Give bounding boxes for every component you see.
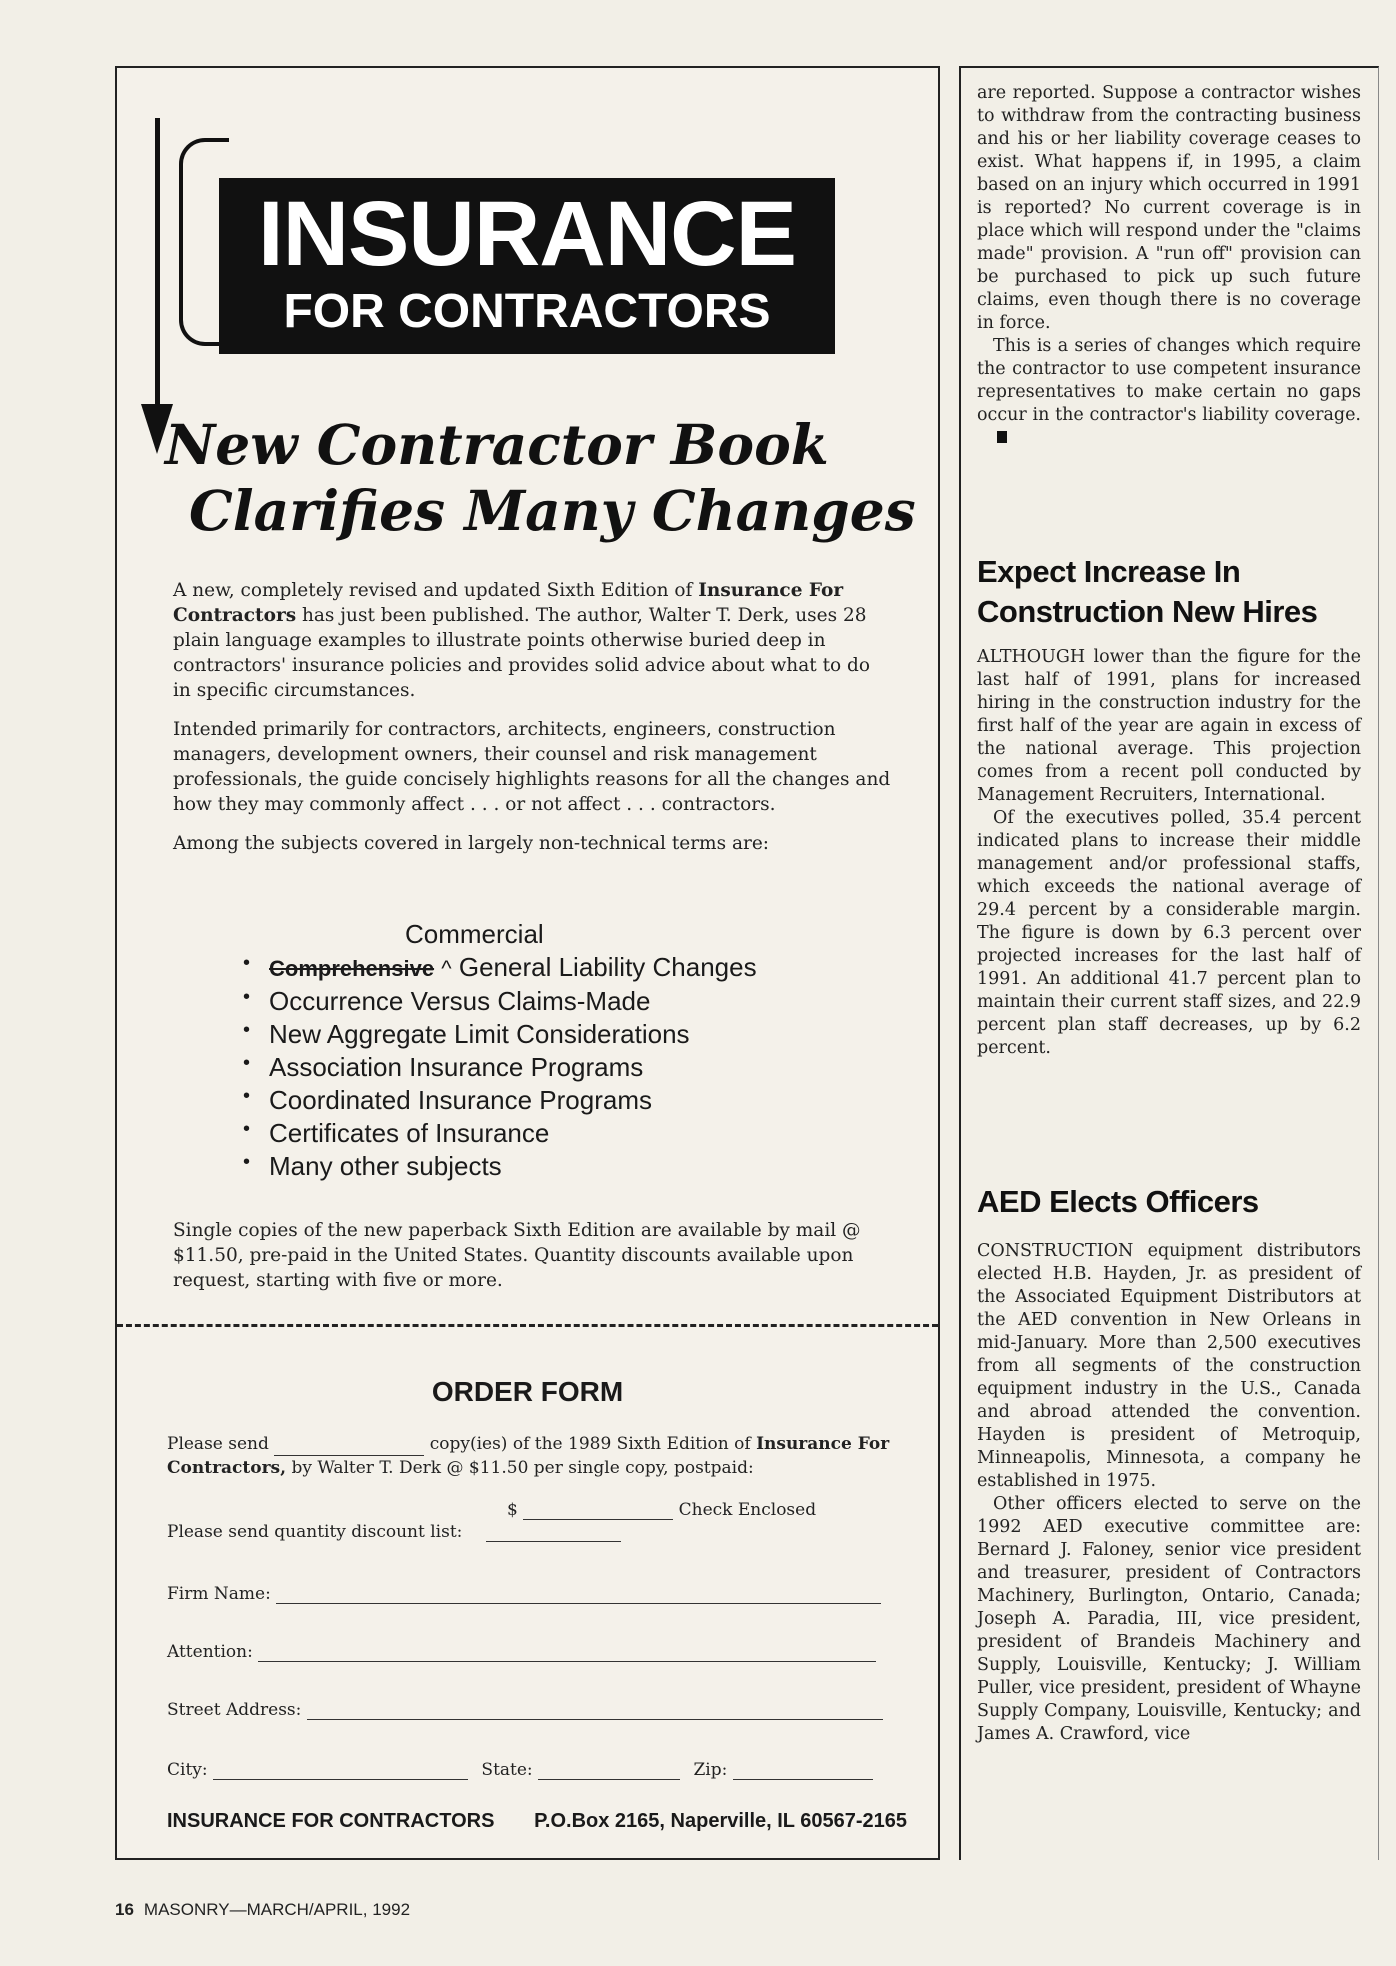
page-number: 16 [115, 1900, 134, 1919]
bullet-icon: • [243, 1151, 251, 1173]
publication-line: MASONRY—MARCH/APRIL, 1992 [143, 1900, 411, 1919]
publisher-address: P.O.Box 2165, Naperville, IL 60567-2165 [534, 1810, 907, 1832]
insurance-ad [115, 66, 940, 1860]
copies-field[interactable] [274, 1455, 424, 1456]
ad-paragraph-1: A new, completely revised and updated Sixth Edition of Insurance For Contractors has just been published. The author, Walter T. Derk, uses 28 plain language examples to illustrate points otherwise buried deep in contractors' insurance policies and provides solid advice about what to do in specific circumstances. [173, 580, 871, 701]
hires-paragraph-1: ALTHOUGH lower than the figure for the last half of 1991, plans for increased hiring in the construction industry for the first half of the year are again in excess of the national average. This projection comes from a recent poll conducted by Management Recruiters, International. [977, 647, 1361, 805]
discount-line: Please send quantity discount list: [167, 1522, 621, 1542]
bullet-icon: • [243, 1085, 251, 1107]
headline-line-1: New Contractor Book [165, 412, 829, 477]
page-folio [115, 1900, 410, 1920]
article-heading-aed: AED Elects Officers [977, 1184, 1259, 1219]
order-form-footer [167, 1810, 907, 1833]
list-item: • Occurrence Versus Claims-Made [237, 985, 837, 1018]
struck-word: Comprehensive [269, 956, 435, 981]
firm-name-field[interactable] [276, 1603, 881, 1604]
news-column [959, 66, 1379, 1860]
banner-subtitle: FOR CONTRACTORS [283, 285, 771, 338]
caret-mark: ^ [441, 956, 452, 981]
ad-paragraph-2: Intended primarily for contractors, architects, engineers, construction managers, development owners, their counsel and risk management professionals, the guide concisely highlights reasons for all the changes and how they may commonly affect . . . or not affect . . . contractors. [173, 719, 891, 815]
continued-paragraph-1: are reported. Suppose a contractor wishes to withdraw from the contracting business and his or her liability coverage ceases to exist. What happens if, in 1995, a claim based on an injury which occurred in 1991 is reported? No current coverage is in place which will respond under the "claims made" provision. A "run off" provision can be purchased to pick up such future claims, even though there is no coverage in force. [977, 83, 1361, 333]
end-mark-icon [997, 431, 1007, 443]
street-address-line: Street Address: [167, 1700, 883, 1720]
attention-field[interactable] [258, 1661, 876, 1662]
aed-paragraph-2: Other officers elected to serve on the 1992 AED executive committee are: Bernard J. Faloney, senior vice president and treasurer, president of Contractors Machinery, Burlington, Ontario, Canada; Joseph A. Paradia, III, vice president, president of Brandeis Machinery and Supply, Louisville, Kentucky; J. William Puller, vice president, president of Whayne Supply Company, Louisville, Kentucky; and James A. Crawford, vice [977, 1494, 1361, 1744]
order-copies-line: Please send copy(ies) of the 1989 Sixth Edition of Insurance For Contractors, by Walter T. Derk @ $11.50 per single copy, postpaid: [167, 1434, 890, 1478]
hires-paragraph-2: Of the executives polled, 35.4 percent indicated plans to increase their middle management and/or professional staffs, which exceeds the national average of 29.4 percent by a considerable margin. The figure is down by 6.3 percent over projected increases for the last half of 1991. An additional 41.7 percent plan to maintain their current staff sizes, and 22.9 percent plan staff decreases, up by 6.2 percent. [977, 808, 1361, 1058]
cut-line [117, 1324, 938, 1327]
ad-paragraph-4: Single copies of the new paperback Sixth Edition are available by mail @ $11.50, pre-paid in the United States. Quantity discounts available upon request, starting with five or more. [173, 1220, 861, 1291]
subjects-list [237, 918, 837, 1183]
city-field[interactable] [213, 1779, 468, 1780]
article-aed [977, 1240, 1361, 1746]
publisher-name: INSURANCE FOR CONTRACTORS [167, 1810, 495, 1832]
street-address-field[interactable] [307, 1719, 883, 1720]
city-state-zip-line: City: State: Zip: [167, 1760, 873, 1780]
bullet-icon: • [243, 1019, 251, 1041]
list-item: • Many other subjects [237, 1150, 837, 1183]
article-heading-hires: Expect Increase In Construction New Hires [977, 554, 1318, 629]
continued-article [977, 82, 1361, 450]
ad-body [173, 578, 893, 870]
state-field[interactable] [538, 1779, 680, 1780]
ad-banner [219, 178, 835, 354]
ad-headline [165, 412, 925, 544]
list-item: • Certificates of Insurance [237, 1117, 837, 1150]
order-form-title: ORDER FORM [431, 1376, 624, 1407]
continued-paragraph-2: This is a series of changes which require the contractor to use competent insurance representatives to make certain no gaps occur in the contractor's liability coverage. [977, 335, 1361, 450]
bullet-icon: • [243, 952, 251, 974]
list-item: • Coordinated Insurance Programs [237, 1084, 837, 1117]
list-item: • Comprehensive ^ General Liability Changes [237, 951, 837, 985]
ad-paragraph-3: Among the subjects covered in largely non-technical terms are: [173, 833, 770, 854]
list-item: • Association Insurance Programs [237, 1051, 837, 1084]
firm-name-line: Firm Name: [167, 1584, 881, 1604]
amount-field[interactable] [523, 1519, 673, 1520]
subjects-heading: Commercial [405, 919, 544, 949]
aed-paragraph-1: CONSTRUCTION equipment distributors elected H.B. Hayden, Jr. as president of the Associated Equipment Distributors at the AED convention in New Orleans in mid-January. More than 2,500 executives from all segments of the construction equipment industry in the U.S., Canada and abroad attended the convention. Hayden is president of Metroquip, Minneapolis, Minnesota, a company he established in 1975. [977, 1241, 1361, 1491]
bullet-icon: • [243, 1118, 251, 1140]
zip-field[interactable] [733, 1779, 873, 1780]
discount-field[interactable] [486, 1541, 621, 1542]
payment-line: $ Check Enclosed [507, 1500, 817, 1520]
flag-pole-graphic [155, 118, 160, 408]
headline-line-2: Clarifies Many Changes [189, 478, 916, 543]
bullet-icon: • [243, 1052, 251, 1074]
list-item: • New Aggregate Limit Considerations [237, 1018, 837, 1051]
banner-title: INSURANCE [258, 183, 796, 285]
attention-line: Attention: [167, 1642, 876, 1662]
bullet-icon: • [243, 986, 251, 1008]
article-hires [977, 646, 1361, 1060]
